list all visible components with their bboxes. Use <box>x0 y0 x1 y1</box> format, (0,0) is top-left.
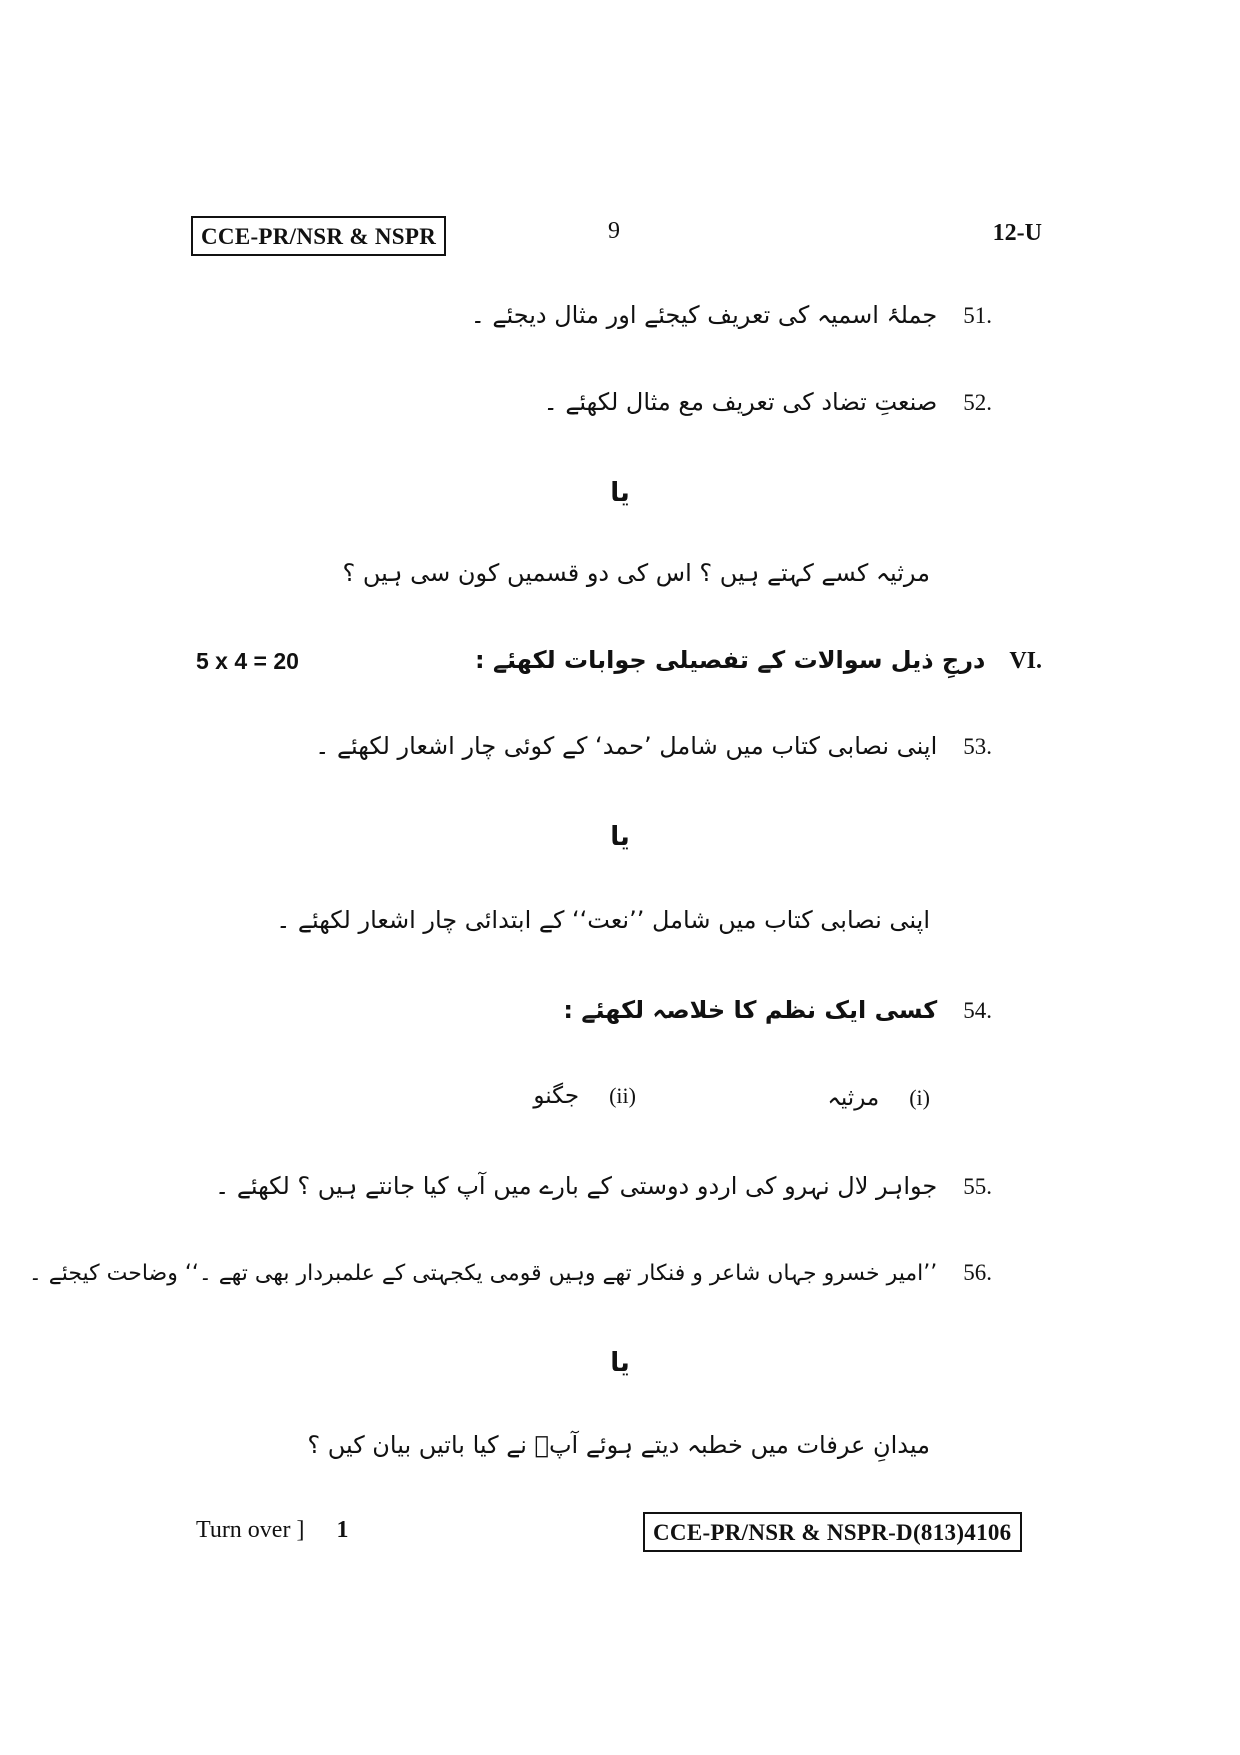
option-2-label: (ii) <box>609 1083 636 1108</box>
header-code-left: CCE-PR/NSR & NSPR <box>191 216 446 256</box>
question-54-option-1 <box>827 1085 930 1111</box>
footer-page-count: 1 <box>336 1517 349 1543</box>
turn-over-text: Turn over ] <box>196 1517 305 1543</box>
question-54-number: 54. <box>963 998 992 1023</box>
question-52-alternative: مرثیہ کسے کہتے ہیں ؟ اس کی دو قسمیں کون سی ہیں ؟ <box>342 559 930 587</box>
question-51-number: 51. <box>963 303 992 328</box>
section-vi-heading <box>475 646 1042 675</box>
question-53 <box>315 728 992 765</box>
question-54 <box>563 992 992 1029</box>
section-vi-marks: 5 x 4 = 20 <box>196 648 299 674</box>
footer-turn-over <box>196 1517 348 1544</box>
or-divider-2: یا <box>610 822 630 852</box>
page-number: 9 <box>608 218 620 244</box>
option-2-text: جگنو <box>533 1083 580 1109</box>
question-54-option-2 <box>533 1083 636 1109</box>
question-51-text: جملۂ اسمیہ کی تعریف کیجئے اور مثال دیجئے ۔ <box>470 301 938 329</box>
option-1-label: (i) <box>909 1085 930 1110</box>
footer-code: CCE-PR/NSR & NSPR-D(813)4106 <box>643 1512 1022 1552</box>
option-1-text: مرثیہ <box>827 1085 880 1111</box>
question-56-alternative: میدانِ عرفات میں خطبہ دیتے ہوئے آپؐ نے کیا باتیں بیان کیں ؟ <box>307 1431 930 1459</box>
question-56 <box>29 1255 992 1292</box>
question-56-text: ’’امیر خسرو جہاں شاعر و فنکار تھے وہیں قومی یکجہتی کے علمبردار بھی تھے ۔‘‘ وضاحت کیجئے ۔ <box>28 1261 938 1286</box>
question-55-text: جواہر لال نہرو کی اردو دوستی کے بارے میں آپ کیا جانتے ہیں ؟ لکھئے ۔ <box>215 1172 938 1200</box>
header-code-right: 12-U <box>992 220 1042 246</box>
question-54-text: کسی ایک نظم کا خلاصہ لکھئے : <box>563 996 938 1024</box>
question-55-number: 55. <box>963 1174 992 1199</box>
question-53-text: اپنی نصابی کتاب میں شامل ’حمد‘ کے کوئی چار اشعار لکھئے ۔ <box>315 732 938 760</box>
question-55 <box>215 1168 992 1205</box>
or-divider-1: یا <box>610 478 630 508</box>
question-53-alternative: اپنی نصابی کتاب میں شامل ’’نعت‘‘ کے ابتدائی چار اشعار لکھئے ۔ <box>276 906 930 934</box>
question-53-number: 53. <box>963 734 992 759</box>
question-52 <box>544 384 992 421</box>
question-51 <box>471 297 992 334</box>
question-52-number: 52. <box>963 390 992 415</box>
section-vi-number: VI. <box>1009 648 1042 674</box>
question-52-text: صنعتِ تضاد کی تعریف مع مثال لکھئے ۔ <box>543 388 938 416</box>
question-56-number: 56. <box>963 1260 992 1285</box>
section-vi-title: درجِ ذیل سوالات کے تفصیلی جوابات لکھئے : <box>474 646 986 674</box>
or-divider-3: یا <box>610 1348 630 1378</box>
